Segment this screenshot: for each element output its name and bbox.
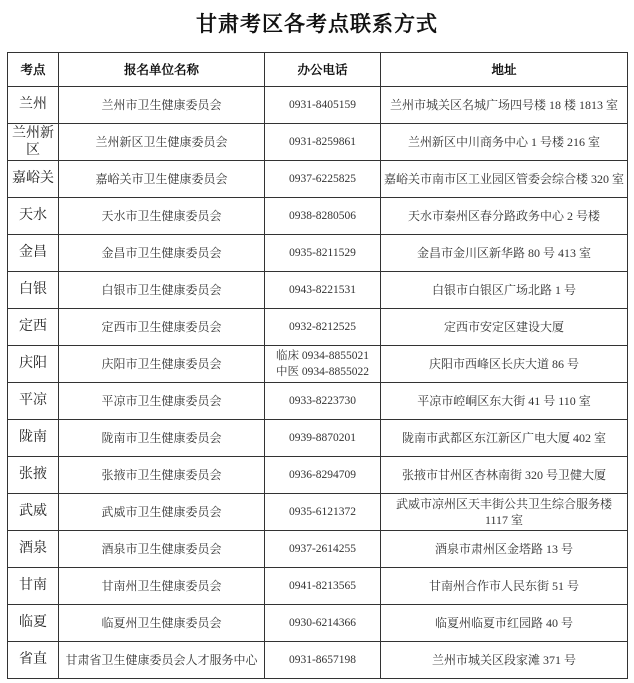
header-site: 考点	[8, 53, 59, 87]
site-cell: 兰州	[8, 87, 59, 124]
address-cell: 天水市秦州区春分路政务中心 2 号楼	[381, 198, 628, 235]
address-cell: 甘南州合作市人民东街 51 号	[381, 568, 628, 605]
site-cell: 嘉峪关	[8, 161, 59, 198]
address-cell: 兰州市城关区名城广场四号楼 18 楼 1813 室	[381, 87, 628, 124]
address-cell: 张掖市甘州区杏林南街 320 号卫健大厦	[381, 457, 628, 494]
site-cell: 陇南	[8, 420, 59, 457]
table-row	[8, 568, 628, 605]
phone-cell: 0931-8405159	[265, 87, 381, 124]
phone-cell: 0943-8221531	[265, 272, 381, 309]
contact-table	[7, 52, 628, 679]
unit-cell: 张掖市卫生健康委员会	[59, 457, 265, 494]
site-cell: 定西	[8, 309, 59, 346]
address-cell: 武威市凉州区天丰街公共卫生综合服务楼 1117 室	[381, 494, 628, 531]
table-row	[8, 605, 628, 642]
unit-cell: 酒泉市卫生健康委员会	[59, 531, 265, 568]
site-cell: 张掖	[8, 457, 59, 494]
phone-cell: 0937-6225825	[265, 161, 381, 198]
site-cell: 武威	[8, 494, 59, 531]
table-row	[8, 124, 628, 161]
address-cell: 临夏州临夏市红园路 40 号	[381, 605, 628, 642]
table-row	[8, 198, 628, 235]
header-phone: 办公电话	[265, 53, 381, 87]
unit-cell: 临夏州卫生健康委员会	[59, 605, 265, 642]
table-row	[8, 309, 628, 346]
address-cell: 陇南市武都区东江新区广电大厦 402 室	[381, 420, 628, 457]
unit-cell: 陇南市卫生健康委员会	[59, 420, 265, 457]
table-row	[8, 161, 628, 198]
unit-cell: 白银市卫生健康委员会	[59, 272, 265, 309]
address-cell: 金昌市金川区新华路 80 号 413 室	[381, 235, 628, 272]
unit-cell: 兰州市卫生健康委员会	[59, 87, 265, 124]
site-cell: 平凉	[8, 383, 59, 420]
table-header-row	[8, 53, 628, 87]
site-cell: 酒泉	[8, 531, 59, 568]
site-cell: 白银	[8, 272, 59, 309]
address-cell: 酒泉市肃州区金塔路 13 号	[381, 531, 628, 568]
phone-cell: 0935-8211529	[265, 235, 381, 272]
table-row	[8, 531, 628, 568]
site-cell: 兰州新区	[8, 124, 59, 161]
table-row	[8, 272, 628, 309]
unit-cell: 甘南州卫生健康委员会	[59, 568, 265, 605]
phone-cell: 0931-8259861	[265, 124, 381, 161]
unit-cell: 定西市卫生健康委员会	[59, 309, 265, 346]
table-body	[8, 87, 628, 679]
phone-cell: 0938-8280506	[265, 198, 381, 235]
unit-cell: 甘肃省卫生健康委员会人才服务中心	[59, 642, 265, 679]
address-cell: 平凉市崆峒区东大街 41 号 110 室	[381, 383, 628, 420]
site-cell: 省直	[8, 642, 59, 679]
phone-cell: 0930-6214366	[265, 605, 381, 642]
unit-cell: 兰州新区卫生健康委员会	[59, 124, 265, 161]
table-row	[8, 642, 628, 679]
unit-cell: 金昌市卫生健康委员会	[59, 235, 265, 272]
table-row	[8, 346, 628, 383]
address-cell: 定西市安定区建设大厦	[381, 309, 628, 346]
table-row	[8, 494, 628, 531]
unit-cell: 嘉峪关市卫生健康委员会	[59, 161, 265, 198]
address-cell: 兰州新区中川商务中心 1 号楼 216 室	[381, 124, 628, 161]
address-cell: 庆阳市西峰区长庆大道 86 号	[381, 346, 628, 383]
unit-cell: 庆阳市卫生健康委员会	[59, 346, 265, 383]
phone-cell: 0931-8657198	[265, 642, 381, 679]
unit-cell: 天水市卫生健康委员会	[59, 198, 265, 235]
phone-cell: 0936-8294709	[265, 457, 381, 494]
header-unit: 报名单位名称	[59, 53, 265, 87]
phone-cell: 0941-8213565	[265, 568, 381, 605]
phone-cell: 0935-6121372	[265, 494, 381, 531]
table-row	[8, 457, 628, 494]
site-cell: 金昌	[8, 235, 59, 272]
unit-cell: 武威市卫生健康委员会	[59, 494, 265, 531]
phone-cell: 0932-8212525	[265, 309, 381, 346]
page-title: 甘肃考区各考点联系方式	[196, 12, 438, 36]
site-cell: 临夏	[8, 605, 59, 642]
address-cell: 白银市白银区广场北路 1 号	[381, 272, 628, 309]
site-cell: 庆阳	[8, 346, 59, 383]
site-cell: 天水	[8, 198, 59, 235]
table-row	[8, 383, 628, 420]
phone-cell: 临床 0934-8855021 中医 0934-8855022	[265, 346, 381, 383]
table-row	[8, 420, 628, 457]
address-cell: 嘉峪关市南市区工业园区管委会综合楼 320 室	[381, 161, 628, 198]
phone-cell: 0939-8870201	[265, 420, 381, 457]
table-row	[8, 87, 628, 124]
unit-cell: 平凉市卫生健康委员会	[59, 383, 265, 420]
phone-cell: 0937-2614255	[265, 531, 381, 568]
phone-cell: 0933-8223730	[265, 383, 381, 420]
site-cell: 甘南	[8, 568, 59, 605]
header-address: 地址	[381, 53, 628, 87]
table-row	[8, 235, 628, 272]
address-cell: 兰州市城关区段家滩 371 号	[381, 642, 628, 679]
